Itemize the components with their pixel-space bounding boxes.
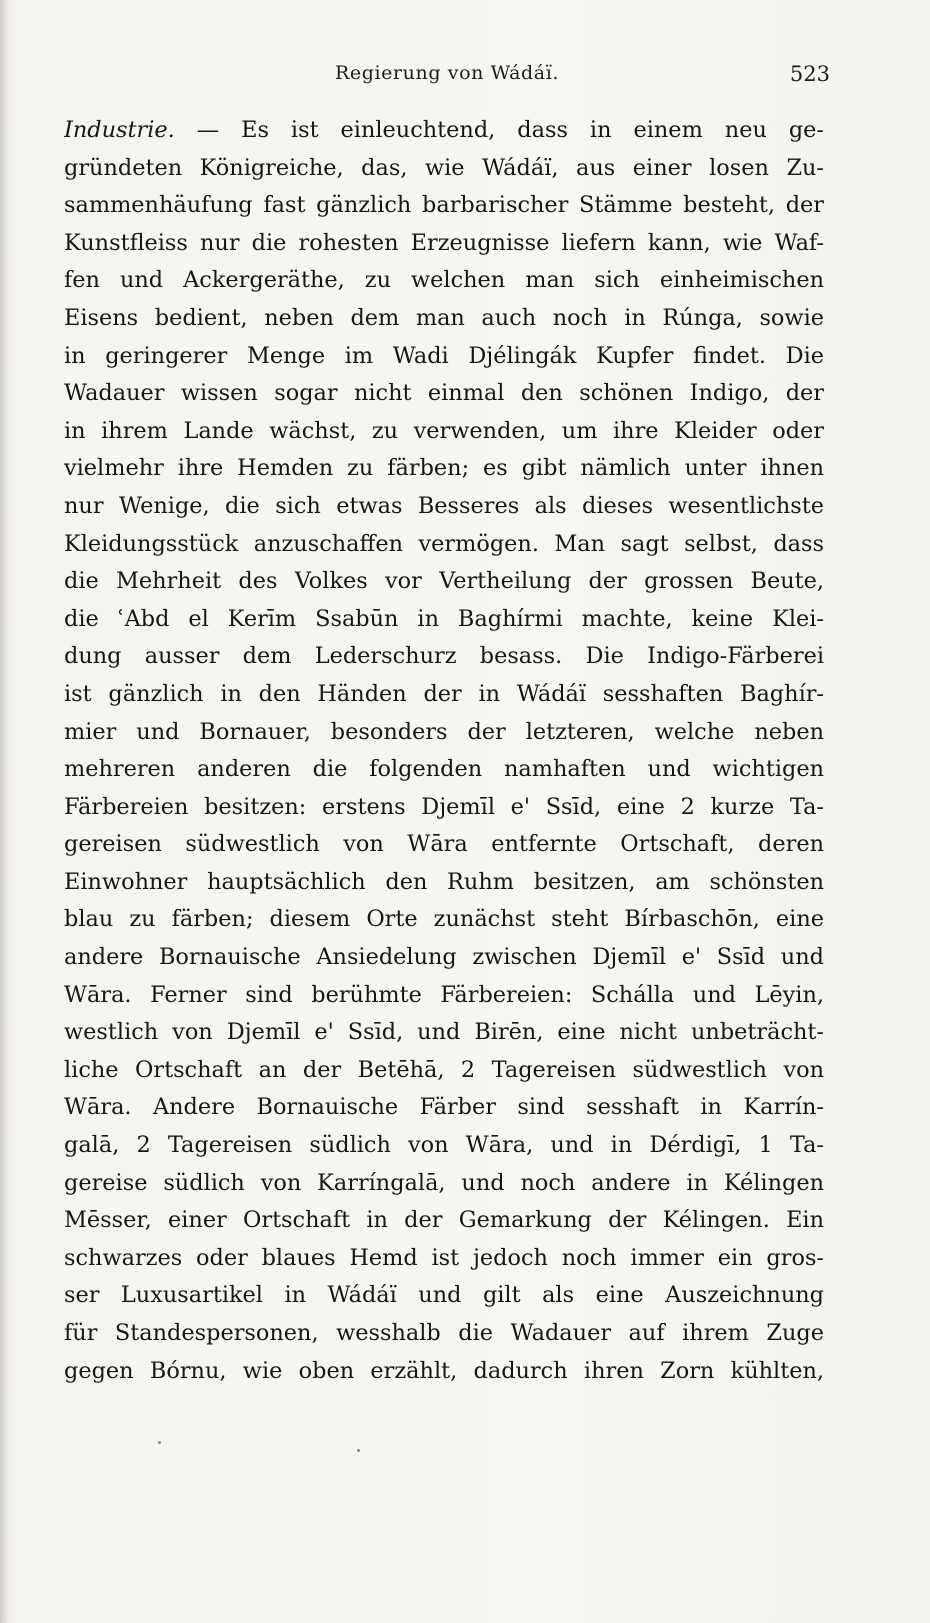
text-line: Kunstfleiss nur die rohesten Erzeugnisse liefern kann, wie Waf- (64, 229, 824, 256)
text-line: Wadauer wissen sogar nicht einmal den schönen Indigo, der (64, 380, 824, 407)
text-line: Mēsser, einer Ortschaft in der Gemarkung der Kélingen. Ein (64, 1207, 824, 1234)
text-line: in geringerer Menge im Wadi Djélingák Kupfer findet. Die (64, 342, 824, 369)
text-line: liche Ortschaft an der Betēhā, 2 Tagereisen südwestlich von (64, 1056, 824, 1083)
text-line: die ʿAbd el Kerīm Ssabūn in Baghírmi machte, keine Klei- (64, 605, 824, 632)
text-line (64, 112, 824, 150)
text-line: mehreren anderen die folgenden namhaften und wichtigen (64, 756, 824, 783)
text-line: Wāra. Andere Bornauische Färber sind sesshaft in Karrín- (64, 1094, 824, 1121)
text-line: andere Bornauische Ansiedelung zwischen Djemīl e' Ssīd und (64, 944, 824, 971)
text-line: blau zu färben; diesem Orte zunächst steht Bírbaschōn, eine (64, 906, 824, 933)
text-line: in ihrem Lande wächst, zu verwenden, um ihre Kleider oder (64, 417, 824, 444)
text-line: Einwohner hauptsächlich den Ruhm besitzen, am schönsten (64, 868, 824, 895)
section-lead-word: Industrie. (64, 117, 175, 143)
text-line: nur Wenige, die sich etwas Besseres als dieses wesentlichste (64, 492, 824, 519)
text-line: westlich von Djemīl e' Ssīd, und Birēn, eine nicht unbeträcht- (64, 1019, 824, 1046)
scan-speck (158, 1441, 161, 1444)
text-line: sammenhäufung fast gänzlich barbarischer Stämme besteht, der (64, 192, 824, 219)
text-line: schwarzes oder blaues Hemd ist jedoch noch immer ein gros- (64, 1244, 824, 1271)
text-line: gegen Bórnu, wie oben erzählt, dadurch ihren Zorn kühlten, (64, 1357, 824, 1384)
text-line: ist gänzlich in den Händen der in Wádáï sesshaften Baghír- (64, 680, 824, 707)
scan-edge-shadow (0, 0, 8, 1623)
text-line: die Mehrheit des Volkes vor Vertheilung der grossen Beute, (64, 568, 824, 595)
text-line: fen und Ackergeräthe, zu welchen man sich einheimischen (64, 267, 824, 294)
text-line: galā, 2 Tagereisen südlich von Wāra, und in Dérdigī, 1 Ta- (64, 1132, 824, 1159)
text-line: Kleidungsstück anzuschaffen vermögen. Man sagt selbst, dass (64, 530, 824, 557)
text-line: gereise südlich von Karríngalā, und noch andere in Kélingen (64, 1169, 824, 1196)
text-line: vielmehr ihre Hemden zu färben; es gibt nämlich unter ihnen (64, 455, 824, 482)
text-line: Eisens bedient, neben dem man auch noch in Rúnga, sowie (64, 304, 824, 331)
text-line: ser Luxusartikel in Wádáï und gilt als eine Auszeichnung (64, 1282, 824, 1309)
scan-speck (357, 1449, 360, 1452)
page-number: 523 (789, 62, 830, 86)
text-line: mier und Bornauer, besonders der letzteren, welche neben (64, 718, 824, 745)
running-title: Regierung von Wádáï. (334, 62, 560, 84)
text-line: Wāra. Ferner sind berühmte Färbereien: Schálla und Lēyin, (64, 981, 824, 1008)
first-line-text: — Es ist einleuchtend, dass in einem neu ge- (196, 117, 824, 143)
text-line: gereisen südwestlich von Wāra entfernte Ortschaft, deren (64, 831, 824, 858)
body-text (64, 112, 824, 1390)
text-line: Färbereien besitzen: erstens Djemīl e' Ssīd, eine 2 kurze Ta- (64, 793, 824, 820)
text-line: gründeten Königreiche, das, wie Wádáï, aus einer losen Zu- (64, 154, 824, 181)
text-line: für Standespersonen, wesshalb die Wadauer auf ihrem Zuge (64, 1320, 824, 1346)
running-head (64, 60, 830, 94)
text-line: dung ausser dem Lederschurz besass. Die Indigo-Färberei (64, 643, 824, 670)
